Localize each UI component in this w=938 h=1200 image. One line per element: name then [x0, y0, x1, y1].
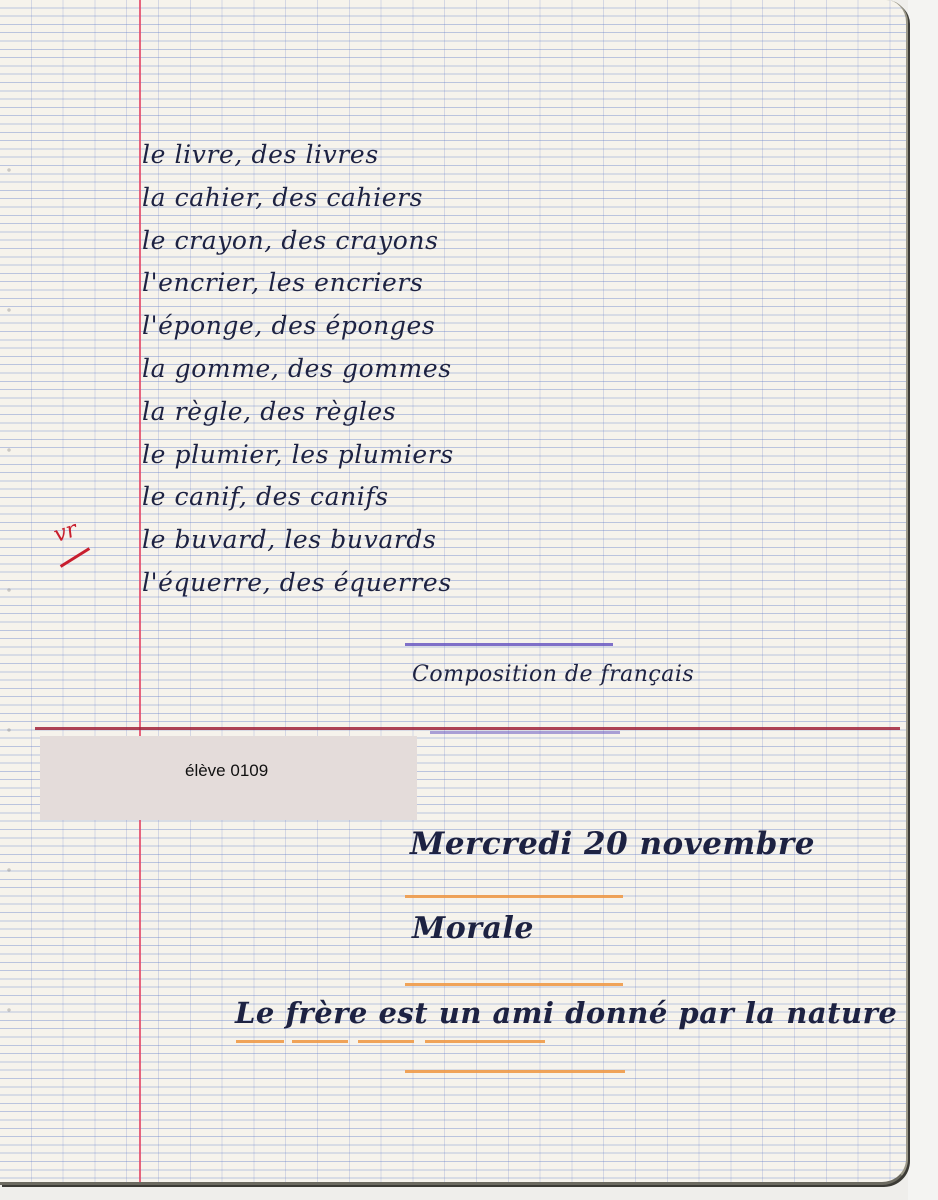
- maxim-word-underline: [358, 1040, 414, 1043]
- teacher-tick-mark: [60, 547, 90, 568]
- purple-underline-top: [405, 643, 613, 646]
- section-divider: [35, 727, 900, 730]
- maxim-text: Le frère est un ami donné par la nature: [235, 996, 898, 1030]
- word-list-item: l'éponge, des éponges: [142, 311, 436, 341]
- maxim-underline: [405, 1070, 625, 1073]
- word-list-item: la gomme, des gommes: [142, 353, 452, 383]
- teacher-correction-mark: vr: [50, 517, 81, 548]
- page-background-edge: [908, 0, 938, 1200]
- word-list-item: la règle, des règles: [142, 396, 397, 426]
- word-list-item: le crayon, des crayons: [142, 225, 439, 255]
- subject-heading: Morale: [412, 911, 534, 946]
- word-list-item: le livre, des livres: [142, 140, 379, 169]
- student-label: élève 0109: [185, 761, 269, 780]
- word-list: [142, 134, 454, 605]
- maxim-word-underline: [425, 1040, 545, 1043]
- subject-underline: [405, 983, 623, 986]
- word-list-item: le buvard, les buvards: [142, 525, 437, 555]
- date-heading: Mercredi 20 novembre: [410, 826, 815, 862]
- margin-line: [139, 0, 141, 1182]
- maxim-word-underline: [292, 1040, 348, 1043]
- word-list-item: le canif, des canifs: [142, 482, 389, 512]
- word-list-item: le plumier, les plumiers: [142, 439, 454, 469]
- composition-title: Composition de français: [412, 662, 695, 687]
- word-list-item: la cahier, des cahiers: [142, 182, 424, 212]
- binding-holes: [4, 100, 14, 1100]
- word-list-item: l'équerre, des équerres: [142, 567, 452, 597]
- purple-underline-bottom: [430, 731, 620, 734]
- maxim-word-underline: [236, 1040, 284, 1043]
- word-list-item: l'encrier, les encriers: [142, 268, 424, 298]
- date-underline: [405, 895, 623, 898]
